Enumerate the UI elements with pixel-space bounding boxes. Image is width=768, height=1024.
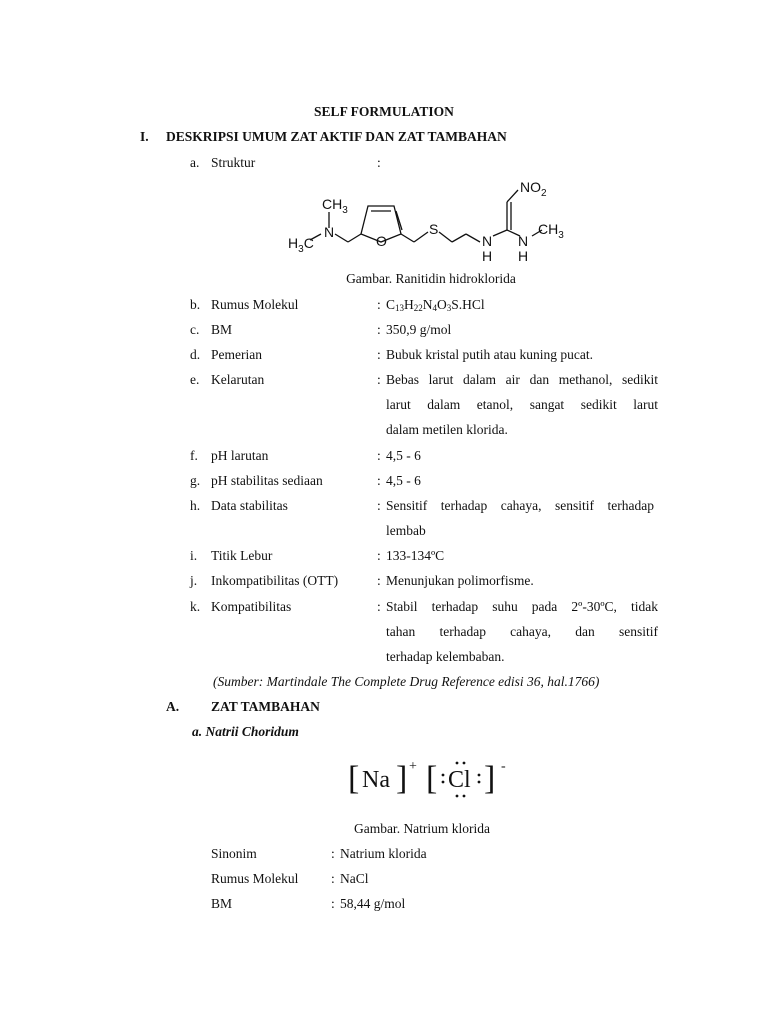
- nitro-label: $NO_2$: [520, 179, 547, 199]
- item-value-line: dalam metilen klorida.: [386, 422, 508, 437]
- item-kelarutan: [0, 372, 768, 392]
- item-colon: :: [377, 548, 381, 563]
- item-label: Titik Lebur: [211, 548, 273, 563]
- nacl-prop-row: [0, 846, 768, 866]
- sodium-charge-label: +: [409, 759, 417, 774]
- item-letter: f.: [190, 448, 198, 463]
- item-kompatibilitas-cont: [0, 649, 768, 669]
- item-letter: j.: [190, 573, 198, 588]
- section-a-letter: A.: [166, 699, 180, 714]
- item-value: 4,5 - 6: [386, 448, 421, 463]
- item-data-stabilitas-cont: [0, 523, 768, 543]
- item-kelarutan-cont: [0, 397, 768, 417]
- item-kompatibilitas: [0, 599, 768, 619]
- prop-label: BM: [211, 896, 233, 911]
- item-value: 350,9 g/mol: [386, 322, 452, 337]
- chloride-label: Cl: [448, 767, 471, 793]
- prop-colon: :: [331, 846, 335, 861]
- item-colon: :: [377, 599, 381, 614]
- figure-caption-ranitidine: Gambar. Ranitidin hidroklorida: [346, 271, 516, 286]
- methyl-label: $CH_3$: [322, 196, 348, 216]
- item-label: Pemerian: [211, 347, 262, 362]
- methyl-left-label: $H_3C$: [288, 235, 314, 255]
- nacl-prop-row: [0, 896, 768, 916]
- figure-caption-nacl: Gambar. Natrium klorida: [353, 821, 491, 836]
- item-value-line: terhadap kelembaban.: [386, 649, 505, 664]
- item-letter: e.: [190, 372, 200, 387]
- item-colon: :: [377, 347, 381, 362]
- item-label: pH stabilitas sediaan: [211, 473, 323, 488]
- item-letter: d.: [190, 347, 201, 362]
- item-inkompatibilitas: [0, 573, 768, 593]
- section-heading: DESKRIPSI UMUM ZAT AKTIF DAN ZAT TAMBAHAN: [166, 129, 507, 144]
- item-value-line: tahan terhadap cahaya, dan sensitif: [386, 624, 658, 639]
- item-ph-larutan: [0, 448, 768, 468]
- subsection-heading: a. Natrii Choridum: [192, 724, 299, 739]
- item-titik-lebur: [0, 548, 768, 568]
- item-kompatibilitas-cont: [0, 624, 768, 644]
- item-value: Menunjukan polimorfisme.: [386, 573, 534, 588]
- item-letter: b.: [190, 297, 201, 312]
- item-letter: a.: [190, 155, 200, 170]
- prop-value: Natrium klorida: [340, 846, 427, 861]
- item-structure: [0, 155, 768, 175]
- item-value-line: lembab: [386, 523, 426, 538]
- item-value: 133-134ºC: [386, 548, 445, 563]
- item-colon: :: [377, 448, 381, 463]
- prop-value: 58,44 g/mol: [340, 896, 406, 911]
- item-molecular-formula: [0, 297, 768, 317]
- chloride-charge-label: -: [501, 759, 506, 774]
- bracket-open-icon: [: [426, 760, 438, 797]
- item-colon: :: [377, 155, 381, 170]
- item-colon: :: [377, 473, 381, 488]
- item-kelarutan-cont: [0, 422, 768, 442]
- item-pemerian: [0, 347, 768, 367]
- source-citation: (Sumber: Martindale The Complete Drug Reference edisi 36, hal.1766): [213, 674, 600, 689]
- bracket-close-icon: ]: [396, 760, 408, 797]
- ranitidine-structure-diagram: [286, 176, 576, 268]
- item-value-line: Bebas larut dalam air dan methanol, sedikit: [386, 372, 658, 387]
- sodium-label: Na: [362, 767, 390, 793]
- nh-n-label: N: [482, 233, 493, 249]
- methyl-right-label: $CH_3$: [538, 221, 564, 241]
- item-label: Struktur: [211, 155, 256, 170]
- nacl-lewis-structure: [340, 754, 520, 806]
- item-label: pH larutan: [211, 448, 269, 463]
- nacl-prop-row: [0, 871, 768, 891]
- item-value-line: larut dalam etanol, sangat sedikit larut: [386, 397, 658, 412]
- page-title-text: SELF FORMULATION: [314, 104, 454, 119]
- item-label: BM: [211, 322, 233, 337]
- furan-oxygen-label: O: [376, 233, 387, 249]
- item-colon: :: [377, 297, 381, 312]
- sulfur-label: S: [429, 221, 439, 237]
- item-label: Kompatibilitas: [211, 599, 292, 614]
- item-letter: g.: [190, 473, 201, 488]
- item-letter: h.: [190, 498, 201, 513]
- bracket-close-icon: ]: [484, 760, 496, 797]
- item-letter: k.: [190, 599, 201, 614]
- item-letter: c.: [190, 322, 200, 337]
- item-value: Bubuk kristal putih atau kuning pucat.: [386, 347, 593, 362]
- item-value-line: Sensitif terhadap cahaya, sensitif terhadap: [386, 498, 654, 513]
- nh2-h-label: H: [518, 248, 529, 264]
- item-data-stabilitas: [0, 498, 768, 518]
- prop-label: Rumus Molekul: [211, 871, 299, 886]
- nh2-n-label: N: [518, 233, 529, 249]
- item-colon: :: [377, 573, 381, 588]
- prop-colon: :: [331, 871, 335, 886]
- item-colon: :: [377, 372, 381, 387]
- amine-n-label: N: [324, 224, 335, 240]
- nh-h-label: H: [482, 248, 493, 264]
- item-label: Inkompatibilitas (OTT): [211, 573, 339, 588]
- prop-colon: :: [331, 896, 335, 911]
- molecular-formula-value: $C_{13}H_{22}N_4O_3S.HCl$: [386, 297, 485, 313]
- item-letter: i.: [190, 548, 198, 563]
- item-label: Data stabilitas: [211, 498, 288, 513]
- bracket-open-icon: [: [348, 760, 360, 797]
- section-number: I.: [140, 129, 149, 144]
- prop-value: NaCl: [340, 871, 369, 886]
- item-colon: :: [377, 498, 381, 513]
- prop-label: Sinonim: [211, 846, 257, 861]
- section-a-heading: ZAT TAMBAHAN: [211, 699, 320, 714]
- item-colon: :: [377, 322, 381, 337]
- item-ph-stabilitas: [0, 473, 768, 493]
- item-label: Kelarutan: [211, 372, 265, 387]
- item-value: 4,5 - 6: [386, 473, 421, 488]
- item-label: Rumus Molekul: [211, 297, 299, 312]
- item-value-line: Stabil terhadap suhu pada 2º-30ºC, tidak: [386, 599, 658, 614]
- page-title: [0, 104, 768, 120]
- item-bm: [0, 322, 768, 342]
